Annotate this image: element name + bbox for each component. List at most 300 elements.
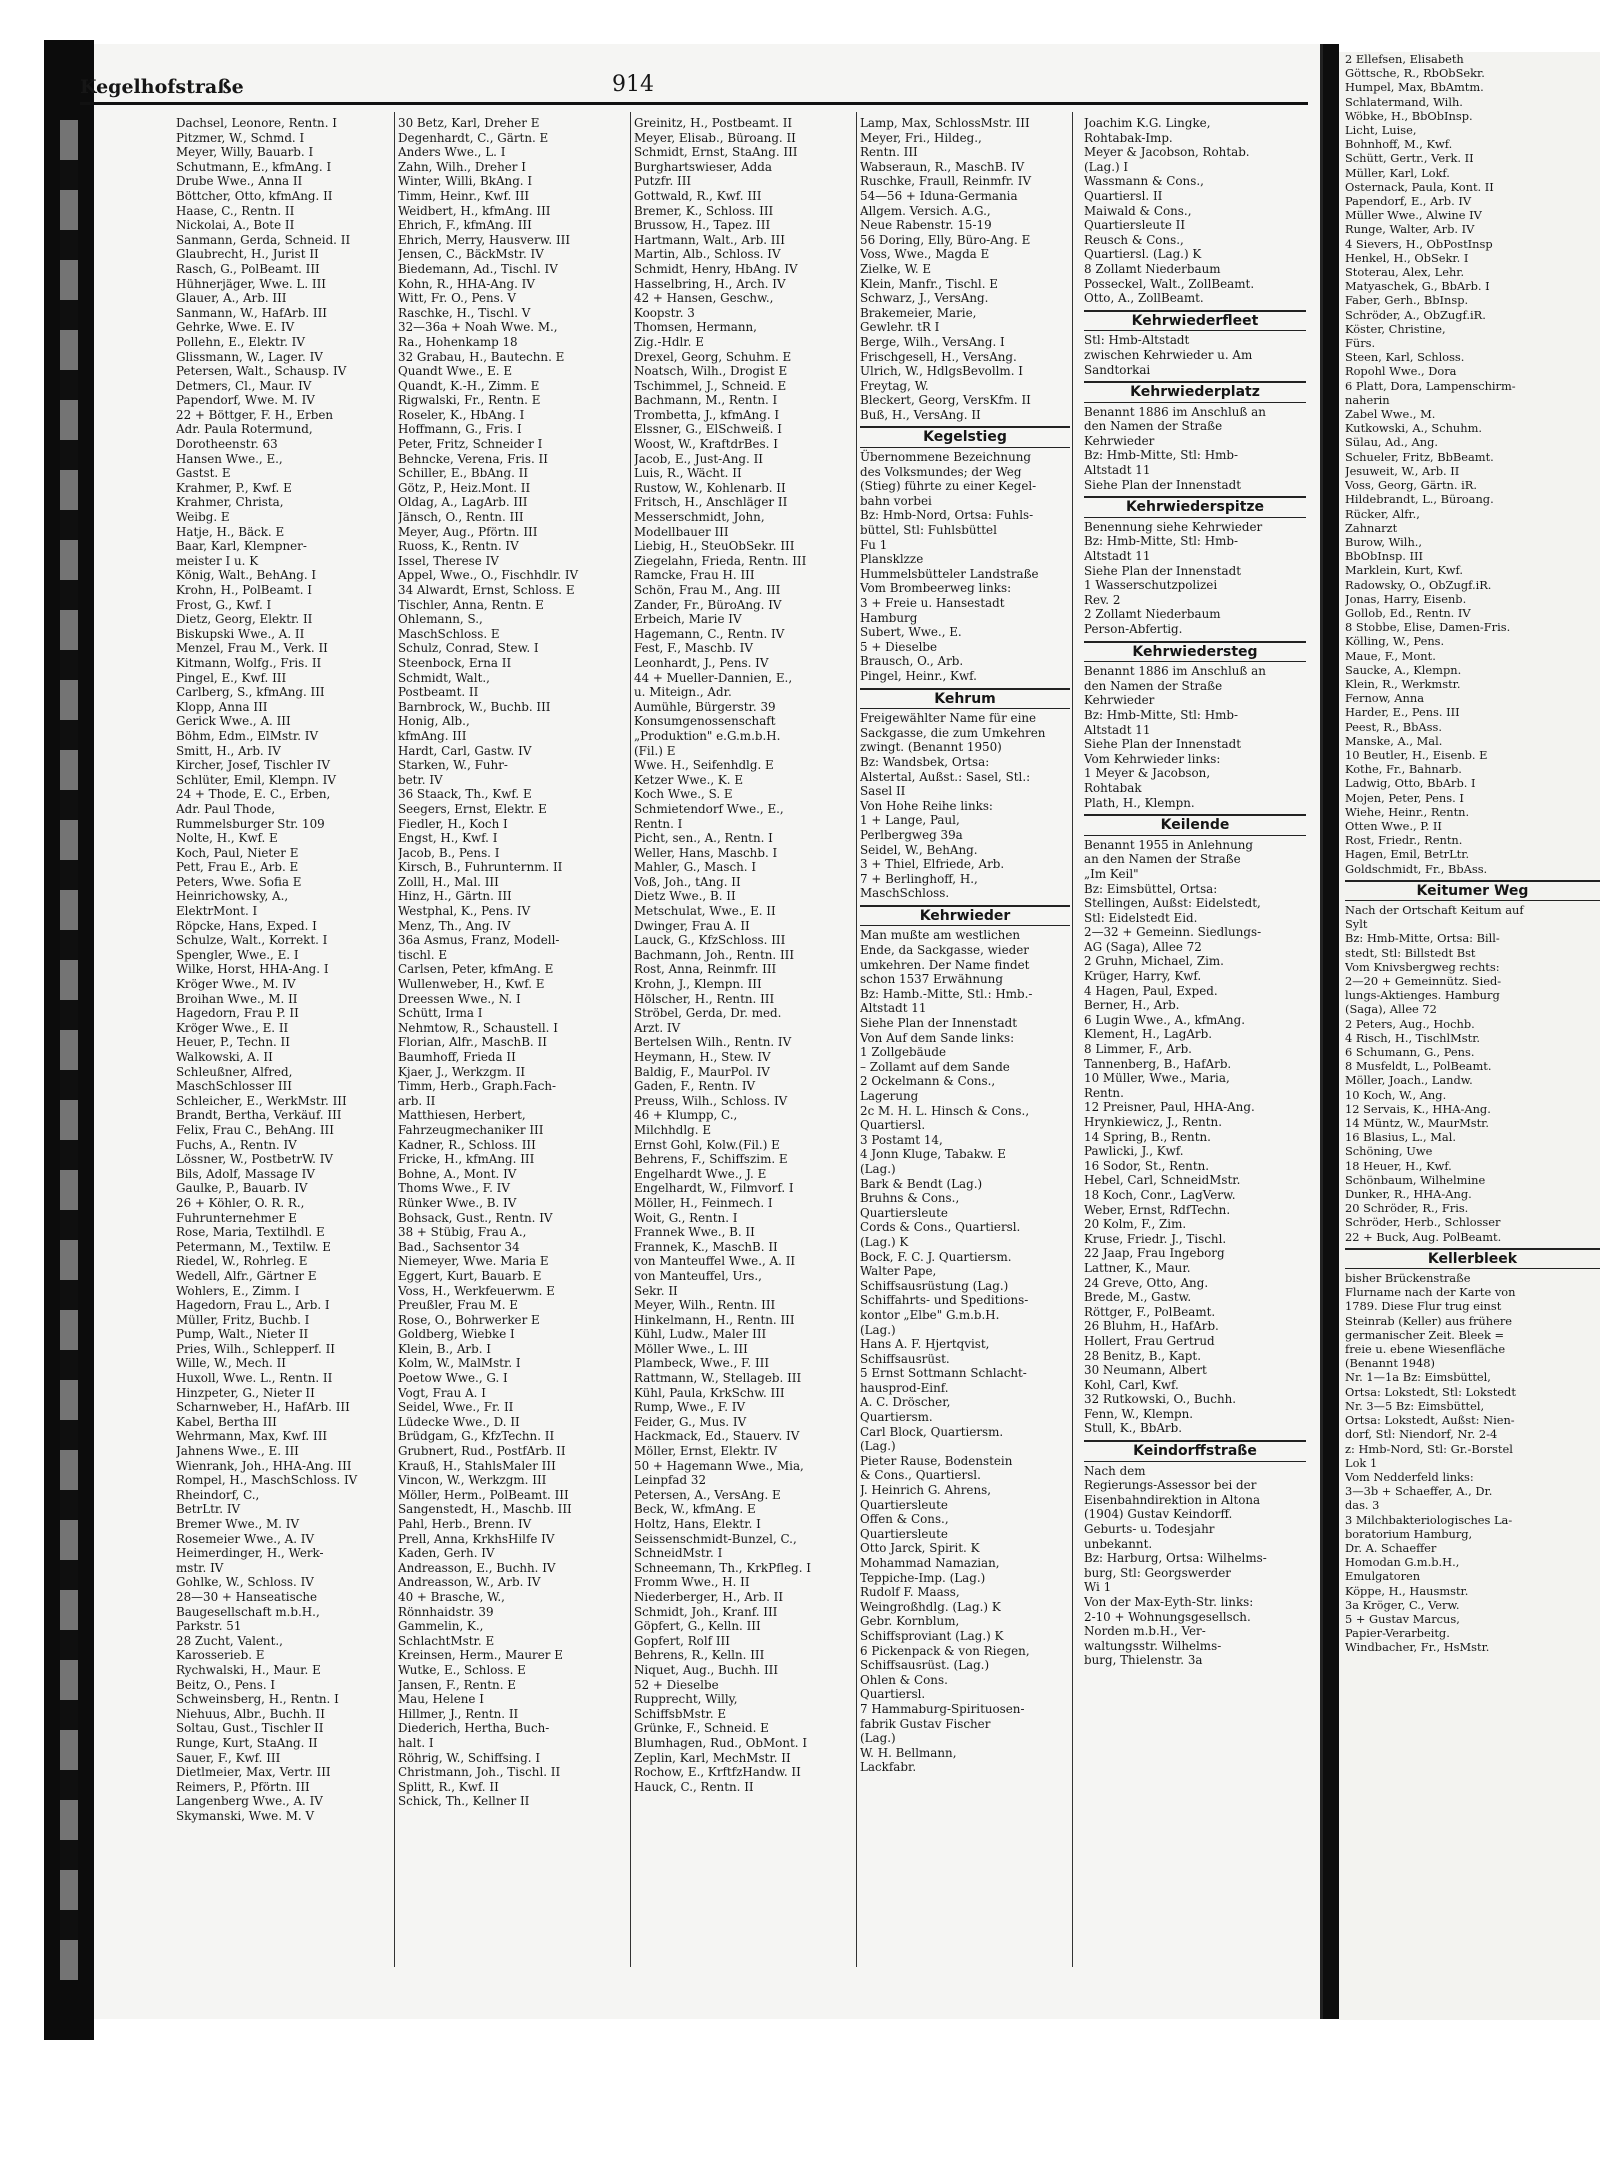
directory-entry: Rost, Anna, Reinmfr. III [634,962,777,977]
street-heading: Kegelstieg [860,426,1070,448]
directory-entry: Hühnerjäger, Wwe. L. III [176,276,326,291]
directory-entry: Adr. Paul Thode, [176,801,276,816]
directory-entry: Bachmann, Joh., Rentn. III [634,947,795,962]
directory-entry: Dwinger, Frau A. II [634,918,750,933]
book-gutter [1323,44,1339,2019]
directory-entry: Sasel II [860,784,906,799]
directory-entry: Schick, Th., Kellner II [398,1794,530,1809]
directory-entry: Rose, O., Bohrwerker E [398,1312,540,1327]
directory-entry: SchneidMstr. I [634,1546,723,1561]
directory-entry: Hagedorn, Frau L., Arb. I [176,1298,330,1313]
directory-entry: 46 + Klumpp, C., [634,1108,738,1123]
directory-entry: Siehe Plan der Innenstadt [1084,737,1241,752]
directory-entry: Milchhdlg. E [634,1122,712,1137]
directory-entry: Jahnens Wwe., E. III [176,1444,299,1459]
directory-entry: Rohtabak-Imp. [1084,130,1173,145]
directory-entry: Diederich, Hertha, Buch- [398,1721,550,1736]
directory-entry: 2 Zollamt Niederbaum [1084,607,1221,622]
directory-entry: Splitt, R., Kwf. II [398,1779,499,1794]
directory-entry: Lattner, K., Maur. [1084,1260,1191,1275]
directory-entry: tischl. E [398,947,448,962]
directory-entry: Emulgatoren [1345,1569,1421,1584]
directory-entry: 18 Heuer, H., Kwf. [1345,1158,1452,1173]
facing-page-column [1345,52,1600,2020]
directory-entry: Pieter Rause, Bodenstein [860,1453,1013,1468]
directory-entry: Niehuus, Albr., Buchh. II [176,1706,325,1721]
directory-entry: Ende, da Sackgasse, wieder [860,943,1029,958]
directory-entry: Hardt, Carl, Gastw. IV [398,743,532,758]
directory-entry: Henkel, H., ObSekr. I [1345,250,1469,265]
directory-entry: Frost, G., Kwf. I [176,597,272,612]
directory-entry: Möller, H., Feinmech. I [634,1195,773,1210]
directory-entry: Bleckert, Georg, VersKfm. II [860,393,1031,408]
directory-entry: Broihan Wwe., M. II [176,991,298,1006]
directory-entry: Peest, R., BbAss. [1345,719,1442,734]
directory-entry: Cords & Cons., Quartiersl. [860,1220,1021,1235]
directory-entry: Soltau, Gust., Tischler II [176,1721,324,1736]
directory-entry: Ernst Gohl, Kolw.(Fil.) E [634,1137,780,1152]
directory-entry: Hamburg [860,610,918,625]
directory-entry: Menzel, Frau M., Verk. II [176,641,328,656]
directory-entry: stedt, Stl: Billstedt Bst [1345,945,1476,960]
directory-entry: 12 Preisner, Paul, HHA-Ang. [1084,1100,1255,1115]
directory-entry: Man mußte am westlichen [860,928,1021,943]
directory-entry: Putzfr. III [634,174,692,189]
directory-entry: Erbeich, Marie IV [634,612,742,627]
directory-entry: Vom Nedderfeld links: [1345,1469,1474,1484]
street-heading: Kehrwiederspitze [1084,496,1306,518]
directory-entry: bisher Brückenstraße [1345,1271,1471,1286]
directory-entry: 2—32 + Gemeinn. Siedlungs- [1084,925,1262,940]
directory-entry: Wille, W., Mech. II [176,1356,286,1371]
directory-entry: Wassmann & Cons., [1084,174,1204,189]
directory-entry: Rupprecht, Willy, [634,1692,738,1707]
directory-entry: Fenn, W., Klempn. [1084,1406,1194,1421]
directory-entry: Schiller, E., BbAng. II [398,466,529,481]
directory-entry: 3 Milchbakteriologisches La- [1345,1512,1513,1527]
directory-entry: Koopstr. 3 [634,305,695,320]
directory-entry: 22 + Buck, Aug. PolBeamt. [1345,1229,1502,1244]
directory-entry: Frischgesell, H., VersAng. [860,349,1017,364]
directory-entry: freie u. ebene Wiesenfläche [1345,1342,1506,1357]
directory-entry: Rompel, H., MaschSchloss. IV [176,1473,358,1488]
directory-entry: Walkowski, A. II [176,1050,273,1064]
directory-entry: Raschke, H., Tischl. V [398,305,531,320]
directory-entry: Papendorf, Wwe. M. IV [176,393,315,408]
directory-entry: Dreessen Wwe., N. I [398,991,521,1006]
directory-entry: 40 + Brasche, W., [398,1589,505,1604]
directory-entry: 24 Greve, Otto, Ang. [1084,1275,1209,1290]
directory-entry: Kölling, W., Pens. [1345,634,1445,649]
directory-entry: 32—36a + Noah Wwe. M., [398,320,558,335]
directory-entry: (Lag.) I [1084,159,1129,174]
directory-entry: Ehrich, F., kfmAng. III [398,218,532,233]
directory-entry: Tannenberg, B., HafArb. [1084,1056,1232,1071]
directory-entry: Kohn, R., HHA-Ang. IV [398,276,535,291]
directory-entry: Hölscher, H., Rentn. III [634,991,775,1006]
directory-entry: Rosemeier Wwe., A. IV [176,1531,315,1546]
directory-entry: Liebig, H., SteuObSekr. III [634,539,795,554]
directory-entry: Windbacher, Fr., HsMstr. [1345,1640,1490,1655]
directory-entry: Kutkowski, A., Schuhm. [1345,421,1483,436]
directory-entry: 6 Pickenpack & von Riegen, [860,1643,1030,1658]
directory-entry: Hartmann, Walt., Arb. III [634,232,785,247]
directory-entry: Otto Jarck, Spirit. K [860,1541,980,1556]
directory-entry: dorf, Stl: Niendorf, Nr. 2-4 [1345,1427,1498,1442]
column-rule [394,112,395,1967]
directory-entry: Seegers, Ernst, Elektr. E [398,801,547,816]
directory-entry: Bohnhoff, M., Kwf. [1345,137,1453,152]
directory-entry: Konsumgenossenschaft [634,714,776,729]
directory-entry: halt. I [398,1735,434,1750]
directory-entry: Wutke, E., Schloss. E [398,1662,526,1677]
directory-entry: Peters, Wwe. Sofia E [176,874,302,889]
directory-entry: Jesuweit, W., Arb. II [1345,463,1460,478]
directory-entry: Starken, W., Fuhr- [398,758,508,773]
directory-entry: Mojen, Peter, Pens. I [1345,790,1464,805]
directory-entry: Sackgasse, die zum Umkehren [860,725,1046,740]
directory-entry: Felix, Frau C., BehAng. III [176,1122,334,1137]
directory-entry: 5 + Dieselbe [860,639,938,654]
directory-entry: Plambeck, Wwe., F. III [634,1356,770,1371]
directory-entry: 18 Koch, Conr., LagVerw. [1084,1187,1236,1202]
directory-entry: Joachim K.G. Lingke, [1084,116,1211,130]
directory-entry: Schlatermand, Wilh. [1345,94,1463,109]
directory-entry: Bock, F. C. J. Quartiersm. [860,1249,1012,1264]
directory-entry: Quartiersleute II [1084,218,1186,233]
directory-entry: 1 Wasserschutzpolizei [1084,578,1218,593]
directory-entry: Hillmer, J., Rentn. II [398,1706,519,1721]
directory-entry: Otten Wwe., P. II [1345,818,1442,833]
directory-entry: Thoms Wwe., F. IV [398,1181,510,1196]
directory-entry: Detmers, Cl., Maur. IV [176,378,312,393]
directory-entry: 4 Sievers, H., ObPostInsp [1345,236,1493,251]
directory-entry: Heimerdinger, H., Werk- [176,1546,324,1561]
directory-entry: Hoffmann, G., Fris. I [398,422,522,437]
column-rule [630,112,631,1967]
directory-entry: Heuer, P., Techn. II [176,1035,290,1050]
directory-entry: arb. II [398,1093,436,1108]
directory-entry: Pingel, Heinr., Kwf. [860,668,977,683]
directory-entry: Hollert, Frau Gertrud [1084,1333,1215,1348]
directory-entry: Brüdgam, G., KfzTechn. II [398,1429,555,1444]
directory-entry: Ramcke, Frau H. III [634,568,755,583]
directory-entry: Sandtorkai [1084,362,1151,377]
directory-entry: Adr. Paula Rotermund, [176,422,313,437]
directory-entry: Regierungs-Assessor bei der [1084,1478,1257,1493]
directory-entry: Pump, Walt., Nieter II [176,1327,309,1342]
directory-entry: Fricke, H., kfmAng. III [398,1152,535,1167]
directory-entry: Plansklzze [860,552,924,567]
directory-entry: Gopfert, Rolf III [634,1633,730,1648]
directory-entry: Quartiersleute [860,1526,948,1541]
directory-entry: Schwarz, J., VersAng. [860,291,989,306]
directory-entry: Bz: Eimsbüttel, Ortsa: [1084,881,1218,896]
directory-entry: Drube Wwe., Anna II [176,174,303,189]
directory-entry: 8 Stobbe, Elise, Damen-Fris. [1345,620,1511,635]
directory-entry: Stl: Eidelstedt Eid. [1084,910,1198,925]
directory-entry: (Lag.) [860,1731,896,1746]
directory-entry: Wwe. H., Seifenhdlg. E [634,758,774,773]
directory-entry: Schmidt, Ernst, StaAng. III [634,145,798,160]
directory-entry: Klein, Manfr., Tischl. E [860,276,998,291]
directory-entry: Niquet, Aug., Buchh. III [634,1662,779,1677]
directory-entry: 56 Doring, Elly, Büro-Ang. E [860,232,1031,247]
directory-entry: Burghartswieser, Adda [634,159,772,174]
directory-entry: Vincon, W., Werkzgm. III [398,1473,547,1488]
directory-entry: Perlbergweg 39a [860,827,963,842]
directory-entry: Meyer, Fri., Hildeg., [860,130,982,145]
directory-entry: Gerick Wwe., A. III [176,714,291,729]
directory-entry: Schleußner, Alfred, [176,1064,293,1079]
directory-entry: Hebel, Carl, SchneidMstr. [1084,1173,1241,1188]
directory-entry: Bz: Hmb-Mitte, Stl: Hmb- [1084,534,1238,549]
directory-entry: das. 3 [1345,1498,1380,1513]
directory-entry: Andreasson, W., Arb. IV [398,1575,541,1590]
directory-entry: Nr. 3—5 Bz: Eimsbüttel, [1345,1398,1485,1413]
directory-entry: an den Namen der Straße [1084,852,1241,867]
directory-entry: Zabel Wwe., M. [1345,407,1436,422]
directory-entry: Krohn, H., PolBeamt. I [176,583,312,597]
directory-entry: Grubnert, Rud., PostfArb. II [398,1444,566,1459]
directory-entry: Lackfabr. [860,1760,917,1775]
directory-entry: Zolll, H., Mal. III [398,874,499,889]
directory-entry: 3 + Thiel, Elfriede, Arb. [860,857,1005,872]
directory-entry: J. Heinrich G. Ahrens, [860,1483,991,1498]
street-heading: Kehrwieder [860,905,1070,927]
directory-entry: Glaubrecht, H., Jurist II [176,247,319,262]
directory-entry: Siehe Plan der Innenstadt [860,1016,1017,1031]
directory-entry: 32 Grabau, H., Bautechn. E [398,349,565,364]
directory-entry: 2c M. H. L. Hinsch & Cons., [860,1103,1030,1118]
street-heading: Kehrum [860,688,1070,710]
directory-entry: Freytag, W. [860,378,929,393]
street-heading: Kehrwiederplatz [1084,381,1306,403]
directory-entry: Altstadt 11 [1084,463,1151,478]
directory-entry: Hildebrandt, L., Büroang. [1345,492,1494,507]
directory-entry: Röttger, F., PolBeamt. [1084,1304,1216,1319]
directory-entry: Bremer Wwe., M. IV [176,1517,300,1531]
directory-entry: (Lag.) [860,1322,896,1337]
directory-entry: Quartiersl. (Lag.) K [1084,247,1202,262]
directory-entry: Plath, H., Klempn. [1084,795,1195,810]
directory-entry: Steen, Karl, Schloss. [1345,350,1465,365]
directory-entry: Barnbrock, W., Buchb. III [398,699,551,714]
directory-entry: Pries, Wilh., Schlepperf. II [176,1341,335,1356]
directory-entry: Wedell, Alfr., Gärtner E [176,1268,317,1283]
directory-entry: Schleicher, E., WerkMstr. III [176,1093,347,1108]
directory-entry: Wehrmann, Max, Kwf. III [176,1429,328,1444]
directory-entry: Bruhns & Cons., [860,1191,960,1206]
directory-entry: Karosseriеb. E [176,1648,265,1663]
directory-entry: Vom Kehrwieder links: [1084,751,1221,766]
directory-entry: Kjaer, J., Werkzgm. II [398,1064,526,1079]
directory-entry: 42 + Hansen, Geschw., [634,291,774,306]
directory-entry: Andreasson, E., Buchh. IV [398,1560,556,1575]
directory-entry: Weibg. E [176,510,230,525]
directory-entry: büttel, Stl: Fuhlsbüttel [860,523,997,538]
directory-entry: Petersen, A., VersAng. E [634,1487,781,1502]
directory-entry: Schmidt, Joh., Kranf. III [634,1604,778,1619]
directory-entry: 28 Benitz, B., Kapt. [1084,1348,1201,1363]
directory-entry: Thomsen, Hermann, [634,320,757,335]
directory-entry: naherin [1345,392,1390,407]
directory-entry: 30 Neumann, Albert [1084,1363,1207,1378]
directory-entry: Neue Rabenstr. 15-19 [860,218,992,233]
directory-entry: Prell, Anna, KrkhsHilfe IV [398,1531,555,1546]
directory-entry: Grünke, F., Schneid. E [634,1721,769,1736]
directory-entry: Schütt, Gertr., Verk. II [1345,151,1474,166]
directory-entry: BetrLtr. IV [176,1502,241,1517]
directory-entry: Drexel, Georg, Schuhm. E [634,349,792,364]
directory-entry: 1 + Lange, Paul, [860,813,960,828]
directory-entry: (Benannt 1948) [1345,1356,1435,1371]
directory-entry: Brede, M., Gastw. [1084,1290,1192,1305]
directory-entry: Jänsch, O., Rentn. III [398,510,524,525]
directory-entry: Leonhardt, J., Pens. IV [634,655,769,670]
directory-entry: Appel, Wwe., O., Fischhdlr. IV [398,568,579,583]
directory-entry: 3 Postamt 14, [860,1132,943,1147]
directory-entry: Schiffsausrüst. (Lag.) [860,1658,990,1673]
directory-entry: Hagedorn, Frau P. II [176,1006,299,1021]
directory-entry: Rasch, G., PolBeamt. III [176,261,320,276]
directory-entry: 2 Gruhn, Michael, Zim. [1084,954,1224,969]
directory-entry: Wabseraun, R., MaschB. IV [860,159,1025,174]
directory-entry: Bz: Hmb-Mitte, Stl: Hmb- [1084,707,1238,722]
directory-entry: Metschulat, Wwe., E. II [634,904,776,919]
directory-entry: Ohlemann, S., [398,612,483,627]
directory-entry: 2—20 + Gemeinnütz. Sied- [1345,974,1502,988]
directory-entry: Carlberg, S., kfmAng. III [176,685,325,700]
directory-entry: Dunker, R., HHA-Ang. [1345,1187,1472,1202]
directory-entry: Teppiche-Imp. (Lag.) [860,1570,986,1585]
directory-entry: Kabel, Bertha III [176,1414,277,1429]
directory-entry: Timm, Heinr., Kwf. III [398,188,530,203]
directory-entry: Möller, Ernst, Elektr. IV [634,1444,778,1459]
directory-entry: Gaden, F., Rentn. IV [634,1079,756,1094]
directory-entry: 28 Zucht, Valent., [176,1633,283,1648]
directory-entry: BbObInsp. III [1345,549,1424,564]
directory-entry: Göttsche, R., RbObSekr. [1345,66,1485,81]
directory-entry: Lok 1 [1345,1455,1378,1470]
directory-entry: Übernommene Bezeichnung [860,450,1032,465]
directory-entry: 26 + Köhler, O. R. R., [176,1195,305,1210]
directory-entry: Quartiersl. [860,1118,926,1133]
directory-entry: Kehrwieder [1084,693,1155,708]
directory-entry: Dietz, Georg, Elektr. II [176,612,313,627]
directory-entry: Fuhrunternehmer E [176,1210,297,1225]
directory-entry: Bohne, A., Mont. IV [398,1166,517,1181]
directory-entry: Pett, Frau E., Arb. E [176,860,299,875]
directory-entry: Brausch, O., Arb. [860,654,964,669]
directory-entry: 10 Müller, Wwe., Maria, [1084,1071,1230,1086]
directory-entry: Jacob, E., Just-Ang. II [634,451,763,466]
directory-entry: 8 Musfeldt, L., PolBeamt. [1345,1059,1492,1074]
directory-entry: Harder, E., Pens. III [1345,705,1460,720]
directory-entry: Voss, Wwe., Magda E [860,247,990,262]
directory-entry: Schiffsproviant (Lag.) K [860,1628,1004,1643]
directory-column-5 [1084,116,1306,1966]
directory-entry: „Produktion" e.G.m.b.H. [634,728,781,743]
directory-entry: Weber, Ernst, RdfTechn. [1084,1202,1231,1217]
directory-entry: Kircher, Josef, Tischler IV [176,758,331,773]
directory-entry: Rustow, W., Kohlenarb. II [634,480,786,495]
directory-entry: Möller, Herm., PolBeamt. III [398,1487,569,1502]
directory-entry: Fu 1 [860,537,888,552]
directory-entry: Ruoss, K., Rentn. IV [398,539,519,554]
directory-entry: 54—56 + Iduna-Germania [860,188,1018,203]
directory-entry: Norden m.b.H., Ver- [1084,1624,1206,1639]
directory-entry: 4 Hagen, Paul, Exped. [1084,983,1218,998]
directory-entry: 5 Ernst Sottmann Schlacht- [860,1366,1027,1381]
directory-entry: Kohl, Carl, Kwf. [1084,1377,1179,1392]
directory-entry: Osternack, Paula, Kont. II [1345,179,1494,194]
directory-entry: Köppe, H., Hausmstr. [1345,1583,1469,1598]
directory-entry: Krohn, J., Klempn. III [634,977,762,992]
directory-entry: 8 Zollamt Niederbaum [1084,261,1221,276]
directory-entry: Manske, A., Mal. [1345,733,1443,748]
directory-entry: Quandt, K.-H., Zimm. E [398,378,540,393]
directory-entry: unbekannt. [1084,1536,1153,1551]
directory-entry: 7 + Berlinghoff, H., [860,871,978,886]
directory-entry: Person-Abfertig. [1084,622,1183,636]
street-heading: Keitumer Weg [1345,880,1600,901]
directory-entry: 4 Jonn Kluge, Tabakw. E [860,1147,1006,1162]
directory-entry: Göpfert, G., Kelln. III [634,1619,761,1634]
directory-entry: Hauck, C., Rentn. II [634,1779,754,1794]
directory-entry: 22 + Böttger, F. H., Erben [176,407,334,422]
directory-entry: Kruse, Friedr. J., Tischl. [1084,1231,1227,1246]
directory-entry: Witt, Fr. O., Pens. V [398,291,516,306]
directory-entry: SchlachtMstr. E [398,1633,495,1648]
directory-entry: Wöbke, H., BbObInsp. [1345,108,1473,123]
directory-entry: Kothe, Fr., Bahnarb. [1345,762,1462,777]
directory-entry: Bremer, K., Schloss. III [634,203,774,218]
directory-entry: Sangenstedt, H., Maschb. III [398,1502,572,1517]
directory-entry: (1904) Gustav Keindorff. [1084,1507,1233,1522]
directory-entry: lungs-Aktienges. Hamburg [1345,988,1500,1003]
directory-entry: Messerschmidt, John, [634,510,765,525]
directory-entry: Ladwig, Otto, BbArb. I [1345,776,1476,791]
directory-entry: Hinz, H., Gärtn. III [398,889,512,904]
directory-entry: Rentn. I [634,816,683,831]
directory-entry: Reusch & Cons., [1084,232,1184,247]
directory-entry: Kolm, W., MalMstr. I [398,1356,521,1371]
directory-entry: Roseler, K., HbAng. I [398,407,525,422]
page-number: 914 [612,72,654,97]
directory-entry: Böhm, Edm., ElMstr. IV [176,728,319,743]
directory-entry: Humpel, Max, BbAmtm. [1345,80,1484,95]
directory-entry: Behrens, F., Schiffszim. E [634,1152,788,1167]
directory-entry: Sanmann, Gerda, Schneid. II [176,232,351,247]
directory-entry: (Stieg) führte zu einer Kegel- [860,479,1037,494]
directory-entry: Rochow, E., KrftfzHandw. II [634,1765,801,1780]
directory-entry: des Volksmundes; der Weg [860,464,1022,479]
directory-entry: Schiffahrts- und Speditions- [860,1293,1029,1308]
directory-entry: Christmann, Joh., Tischl. II [398,1765,561,1780]
directory-entry: 2 Ockelmann & Cons., [860,1074,996,1089]
directory-entry: MaschSchloss. E [398,626,500,641]
directory-entry: Vogt, Frau A. I [398,1385,486,1400]
directory-entry: Luis, R., Wächt. II [634,466,742,481]
directory-entry: 1 Meyer & Jacobson, [1084,766,1211,781]
directory-entry: Issel, Therese IV [398,553,499,568]
directory-entry: Niemeyer, Wwe. Maria E [398,1254,549,1269]
directory-entry: Quartiersm. [860,1410,933,1425]
directory-entry: Saucke, A., Klempn. [1345,662,1462,677]
directory-entry: Gehrke, Wwe. E. IV [176,320,295,335]
directory-entry: 36a Asmus, Franz, Modell- [398,933,560,948]
